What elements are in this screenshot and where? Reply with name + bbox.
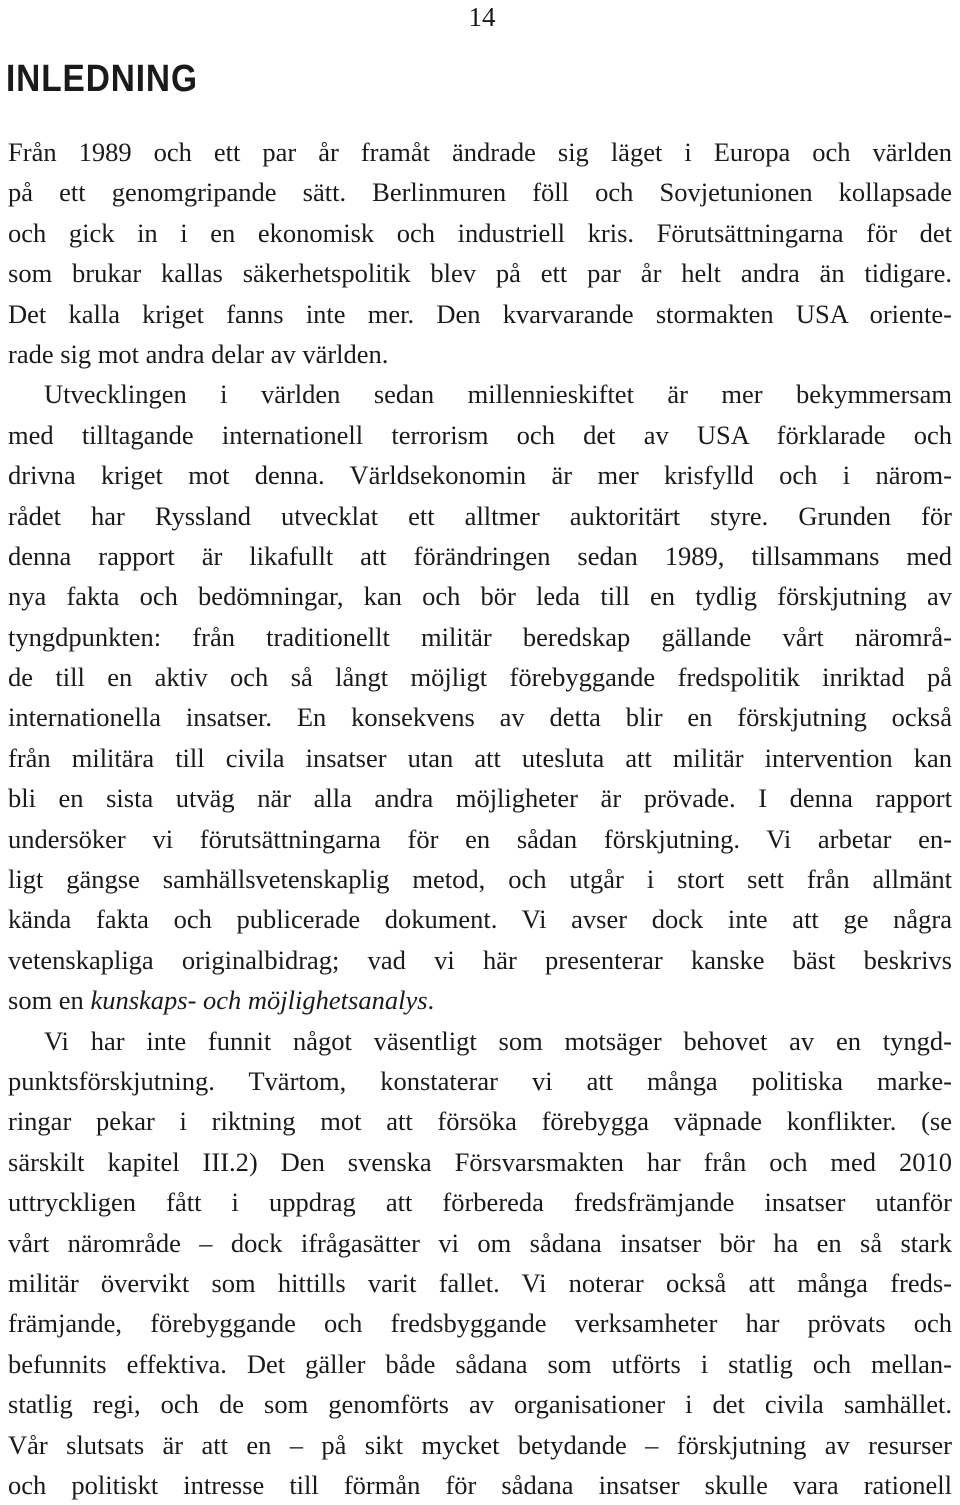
text-line: Det kalla kriget fanns inte mer. Den kvarvarande stormakten USA oriente-: [8, 298, 952, 329]
text-line: punktsförskjutning. Tvärtom, konstaterar vi att många politiska marke-: [8, 1065, 952, 1096]
text-fragment: .: [427, 985, 435, 1016]
text-line: denna rapport är likafullt att förändringen sedan 1989, tillsammans med: [8, 540, 952, 571]
text-line: med tilltagande internationell terrorism och det av USA förklarade och: [8, 419, 952, 450]
text-line: drivna kriget mot denna. Världsekonomin är mer krisfylld och i närom-: [8, 460, 952, 491]
text-line: rade sig mot andra delar av världen.: [8, 338, 389, 369]
text-line: Vår slutsats är att en – på sikt mycket betydande – förskjutning av resurser: [8, 1429, 952, 1460]
text-line: nya fakta och bedömningar, kan och bör leda till en tydlig förskjutning av: [8, 581, 952, 612]
text-line: statlig regi, och de som genomförts av organisationer i det civila samhället.: [8, 1389, 952, 1420]
text-line: internationella insatser. En konsekvens av detta blir en förskjutning också: [8, 702, 952, 733]
text-line: ligt gängse samhällsvetenskaplig metod, och utgår i stort sett från allmänt: [8, 864, 952, 895]
text-line: som brukar kallas säkerhetspolitik blev på ett par år helt andra än tidigare.: [8, 258, 952, 289]
text-line: och gick in i en ekonomisk och industriell kris. Förutsättningarna för det: [8, 217, 952, 248]
text-line: vetenskapliga originalbidrag; vad vi här presenterar kanske bäst beskrivs: [8, 944, 952, 975]
text-line: rådet har Ryssland utvecklat ett alltmer auktoritärt styre. Grunden för: [8, 500, 952, 531]
text-fragment: som en: [8, 985, 91, 1016]
text-line-with-italic: [8, 980, 952, 1020]
text-line: tyngdpunkten: från traditionellt militär beredskap gällande vårt närområ-: [8, 621, 952, 652]
text-line: uttryckligen fått i uppdrag att förbereda fredsfrämjande insatser utanför: [8, 1187, 952, 1218]
text-line: främjande, förebyggande och fredsbyggande verksamheter har prövats och: [8, 1308, 952, 1339]
text-line: de till en aktiv och så långt möjligt förebyggande fredspolitik inriktad på: [8, 662, 952, 693]
text-line: Utvecklingen i världen sedan millennieskiftet är mer bekymmersam: [44, 379, 952, 410]
text-line: Vi har inte funnit något väsentligt som motsäger behovet av en tyngd-: [44, 1025, 952, 1056]
text-line: från militära till civila insatser utan att utesluta att militär intervention kan: [8, 742, 952, 773]
text-line: kända fakta och publicerade dokument. Vi avser dock inte att ge några: [8, 904, 952, 935]
text-line: bli en sista utväg när alla andra möjligheter är prövade. I denna rapport: [8, 783, 952, 814]
text-line: särskilt kapitel III.2) Den svenska Försvarsmakten har från och med 2010: [8, 1146, 952, 1177]
text-line: Från 1989 och ett par år framåt ändrade sig läget i Europa och världen: [8, 137, 952, 167]
text-line: vårt närområde – dock ifrågasätter vi om sådana insatser bör ha en så stark: [8, 1227, 952, 1258]
page-number: 14: [468, 2, 496, 32]
text-line: befunnits effektiva. Det gäller både sådana som utförts i statlig och mellan-: [8, 1348, 952, 1379]
text-line: på ett genomgripande sätt. Berlinmuren föll och Sovjetunionen kollapsade: [8, 177, 952, 208]
body-text: [8, 132, 952, 1505]
text-line: militär övervikt som hittills varit fallet. Vi noterar också att många freds-: [8, 1267, 952, 1298]
italic-phrase: kunskaps- och möjlighetsanalys: [90, 985, 428, 1016]
text-line: och politiskt intresse till förmån för sådana insatser skulle vara rationell: [8, 1469, 952, 1500]
section-heading: INLEDNING: [6, 58, 198, 100]
text-line: undersöker vi förutsättningarna för en sådan förskjutning. Vi arbetar en-: [8, 823, 952, 854]
text-line: ringar pekar i riktning mot att försöka förebygga väpnade konflikter. (se: [8, 1106, 952, 1137]
